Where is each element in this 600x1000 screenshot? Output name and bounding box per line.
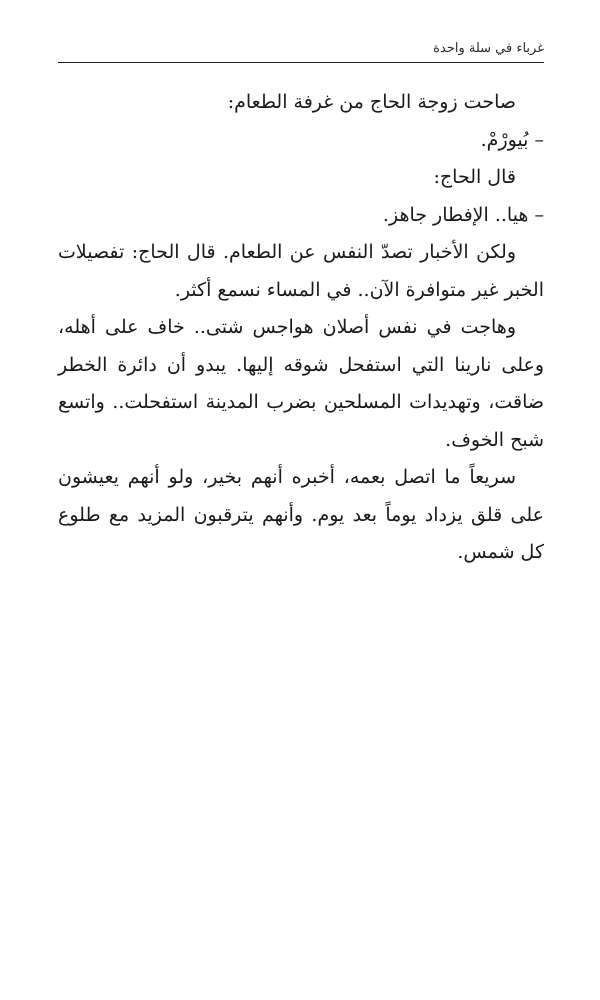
paragraph-2: – بُيورْمْ. — [480, 128, 544, 151]
paragraph-5: ولكن الأخبار تصدّ النفس عن الطعام. قال الحاج: تفصيلات الخبر غير متوافرة الآن.. في المساء نسمع أكثر. — [58, 241, 544, 301]
page-body — [58, 84, 544, 572]
paragraph-4: – هيا.. الإفطار جاهز. — [382, 203, 544, 226]
paragraph-6: وهاجت في نفس أصلان هواجس شتى.. خاف على أهله، وعلى نارينا التي استفحل شوقه إليها. يبدو أن دائرة الخطر ضاقت، وتهديدات المسلحين بضرب المدينة استفحلت.. واتسع شبح الخوف. — [58, 316, 544, 451]
paragraph-1: صاحت زوجة الحاج من غرفة الطعام: — [227, 91, 516, 113]
running-header — [58, 40, 544, 63]
running-header-title: غرباء في سلة واحدة — [433, 41, 544, 56]
paragraph-7: سريعاً ما اتصل بعمه، أخبره أنهم بخير، ولو أنهم يعيشون على قلق يزداد يوماً بعد يوم. وأنهم يترقبون المزيد مع طلوع كل شمس. — [58, 466, 544, 563]
paragraph-3: قال الحاج: — [433, 166, 516, 188]
